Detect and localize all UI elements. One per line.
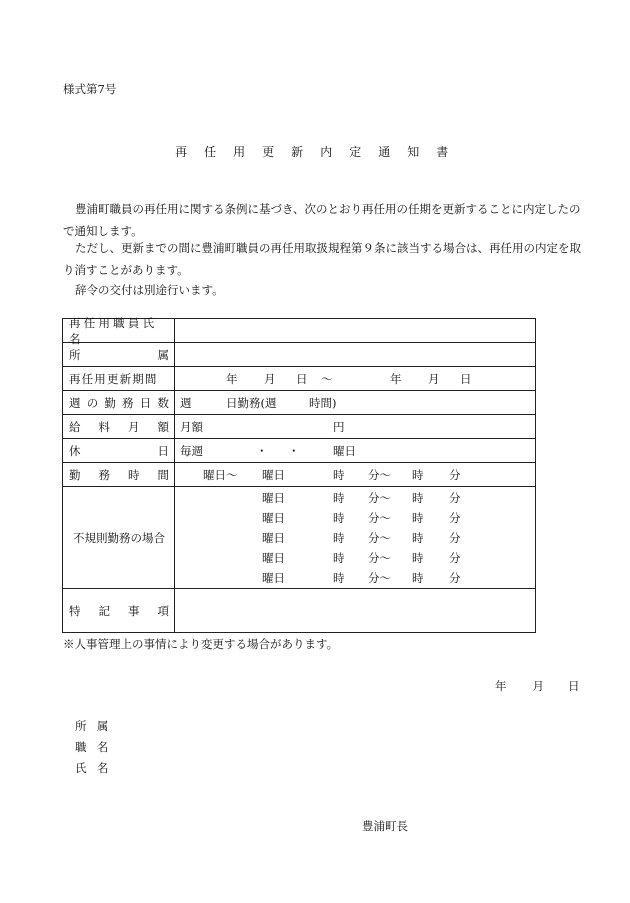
holiday-every-week: 毎週: [180, 443, 203, 458]
recipient-name: 氏名: [75, 761, 119, 775]
workdays-week: 週: [180, 395, 192, 410]
irregular-start-hour: 時: [333, 551, 345, 565]
label-salary: 給 料 月 額: [69, 419, 169, 434]
issuer-name: 豊浦町長: [362, 819, 408, 833]
irregular-end-hour: 時: [412, 511, 424, 525]
label-workdays: 週 の 勤 務 日 数: [69, 395, 169, 410]
irregular-start-minute: 分〜: [368, 511, 391, 525]
irregular-day: 曜日: [262, 571, 285, 585]
body-paragraph-3: 辞令の交付は別途行います。: [75, 283, 224, 297]
irregular-end-minute: 分: [449, 551, 461, 565]
irregular-end-minute: 分: [449, 511, 461, 525]
holiday-dot-1: ・: [256, 443, 268, 458]
hours-from-day: 曜日〜: [203, 467, 238, 482]
irregular-start-minute: 分〜: [368, 571, 391, 585]
row-renewal-period: [63, 367, 535, 391]
irregular-end-minute: 分: [449, 531, 461, 545]
workdays-hours: 時間): [309, 395, 337, 410]
irregular-day: 曜日: [262, 491, 285, 505]
issue-date: [495, 678, 580, 694]
row-department: [63, 343, 535, 367]
row-irregular-work: [63, 487, 535, 589]
period-end-month: 月: [428, 371, 440, 386]
irregular-end-hour: 時: [412, 531, 424, 545]
info-table: [62, 315, 536, 633]
hours-end-minute: 分: [449, 467, 461, 482]
irregular-start-hour: 時: [333, 571, 345, 585]
hours-start-hour: 時: [333, 467, 345, 482]
period-end-year: 年: [390, 371, 402, 386]
holiday-dot-2: ・: [288, 443, 300, 458]
document-title: 再 任 用 更 新 内 定 通 知 書: [175, 145, 455, 159]
period-tilde: 〜: [321, 371, 333, 386]
row-employee-name: [63, 315, 535, 346]
irregular-start-hour: 時: [333, 531, 345, 545]
period-start-day: 日: [296, 371, 308, 386]
row-holiday: [63, 439, 535, 463]
irregular-day: 曜日: [262, 511, 285, 525]
period-start-year: 年: [226, 371, 238, 386]
hours-start-minute: 分〜: [368, 467, 391, 482]
irregular-end-hour: 時: [412, 551, 424, 565]
body-paragraph-2: ただし、更新までの間に豊浦町職員の再任用取扱規程第９条に該当する場合は、再任用の内定を取り消すことがあります。: [63, 241, 581, 277]
change-note: ※人事管理上の事情により変更する場合があります。: [63, 637, 339, 651]
label-work-hours: 勤 務 時 間: [69, 467, 169, 482]
irregular-end-hour: 時: [412, 571, 424, 585]
period-start-month: 月: [264, 371, 276, 386]
irregular-end-minute: 分: [449, 491, 461, 505]
hours-end-hour: 時: [412, 467, 424, 482]
irregular-end-minute: 分: [449, 571, 461, 585]
irregular-start-hour: 時: [333, 511, 345, 525]
irregular-end-hour: 時: [412, 491, 424, 505]
issue-date-day: 日: [568, 679, 580, 693]
label-irregular-work: 不規則勤務の場合: [73, 530, 165, 545]
label-employee-name: 再任用職員氏名: [69, 315, 158, 346]
issue-date-month: 月: [532, 679, 544, 693]
label-remarks: 特 記 事 項: [69, 604, 169, 618]
recipient-department: 所属: [75, 719, 119, 733]
irregular-start-minute: 分〜: [368, 551, 391, 565]
recipient-position: 職名: [75, 740, 119, 754]
irregular-start-minute: 分〜: [368, 491, 391, 505]
irregular-day: 曜日: [262, 531, 285, 545]
holiday-weekday: 曜日: [333, 443, 356, 458]
irregular-start-hour: 時: [333, 491, 345, 505]
recipient-block: [75, 716, 119, 779]
label-holiday: 休 日: [69, 443, 169, 458]
row-workdays: [63, 391, 535, 415]
irregular-day: 曜日: [262, 551, 285, 565]
label-department: 所 属: [69, 347, 169, 362]
irregular-start-minute: 分〜: [368, 531, 391, 545]
salary-yen: 円: [333, 419, 345, 434]
salary-monthly: 月額: [180, 419, 203, 434]
form-number: 様式第7号: [63, 82, 117, 96]
label-renewal-period: 再任用更新期間: [69, 371, 158, 386]
row-remarks: [63, 589, 535, 633]
row-salary: [63, 415, 535, 439]
issue-date-year: 年: [495, 679, 507, 693]
hours-to-day: 曜日: [262, 467, 285, 482]
workdays-days: 日勤務(週: [226, 395, 277, 410]
row-work-hours: [63, 463, 535, 487]
body-paragraph-1: 豊浦町職員の再任用に関する条例に基づき、次のとおり再任用の任期を更新することに内定したので通知します。: [63, 202, 581, 238]
period-end-day: 日: [460, 371, 472, 386]
